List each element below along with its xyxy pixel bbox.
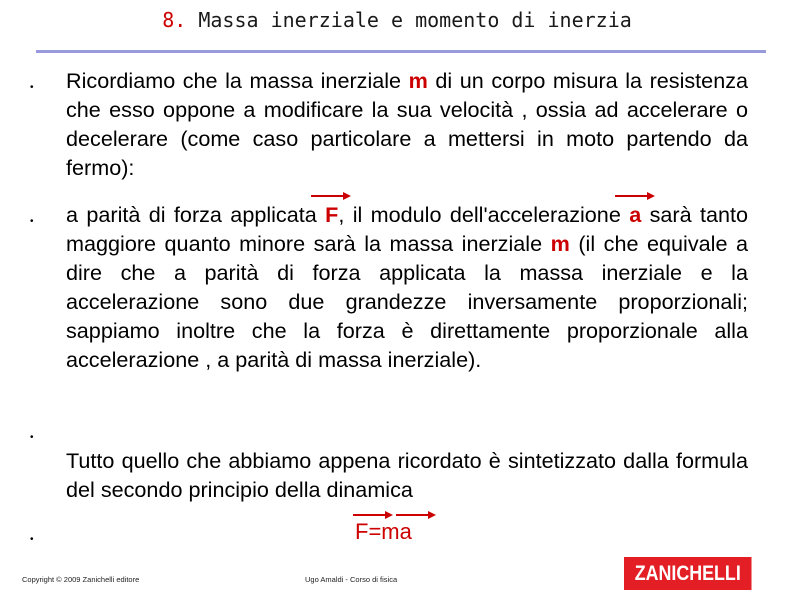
- author-text: Ugo Amaldi - Corso di fisica: [305, 575, 398, 584]
- force-vector: [325, 200, 338, 229]
- bullet-marker: •: [30, 432, 34, 443]
- vector-arrow-icon: [353, 510, 393, 520]
- zanichelli-logo: ZANICHELLI: [624, 557, 752, 590]
- bullet-marker: •: [30, 534, 34, 545]
- vector-arrow-icon: [615, 191, 655, 201]
- mass-symbol: m: [550, 231, 570, 256]
- bullet-marker: •: [30, 216, 34, 227]
- paragraph-2-text-start: a parità di forza applicata: [66, 202, 326, 227]
- formula-force-vector: [355, 519, 368, 545]
- vector-arrow-icon: [396, 510, 436, 520]
- formula-equals-m: =m: [368, 519, 400, 544]
- acceleration-vector: [629, 200, 641, 229]
- copyright-text: Copyright © 2009 Zanichelli editore: [22, 575, 140, 584]
- paragraph-2-text-mid2: sarà tanto maggiore quanto minore sarà la massa inerziale: [66, 202, 748, 256]
- vector-arrow-icon: [311, 191, 351, 201]
- slide-title-number: 8.: [162, 8, 187, 32]
- slide-title-text: Massa inerziale e momento di inerzia: [198, 8, 632, 32]
- paragraph-2: [66, 200, 748, 374]
- formula-a: a: [399, 519, 412, 544]
- slide-title: [0, 8, 794, 32]
- title-divider: [36, 50, 766, 53]
- paragraph-1-text-end: di un corpo misura la resistenza che esso oppone a modificare la sua velocità , ossia ad accelerare o decelerare (come caso particolare a mettersi in moto partendo da fermo):: [66, 68, 749, 180]
- acceleration-symbol: a: [629, 202, 642, 227]
- paragraph-3: Tutto quello che abbiamo appena ricordato è sintetizzato dalla formula del secondo principio della dinamica: [66, 448, 748, 502]
- paragraph-1: [66, 66, 748, 182]
- bullet-marker: •: [30, 82, 34, 93]
- mass-symbol: m: [408, 68, 428, 93]
- formula-newton-second-law: [355, 519, 412, 545]
- paragraph-1-text-start: Ricordiamo che la massa inerziale: [66, 68, 409, 93]
- formula-acceleration-vector: [400, 519, 412, 545]
- paragraph-2-text-end: (il che equivale a dire che a parità di forza applicata la massa inerziale e la accelerazione sono due grandezze inversamente proporzionali; sappiamo inoltre che la forza è direttamente proporzionale alla accelerazione , a parità di massa inerziale).: [66, 231, 748, 372]
- paragraph-2-text-mid: , il modulo dell'accelerazione: [338, 202, 630, 227]
- formula-F: F: [355, 519, 369, 544]
- force-symbol: F: [325, 202, 339, 227]
